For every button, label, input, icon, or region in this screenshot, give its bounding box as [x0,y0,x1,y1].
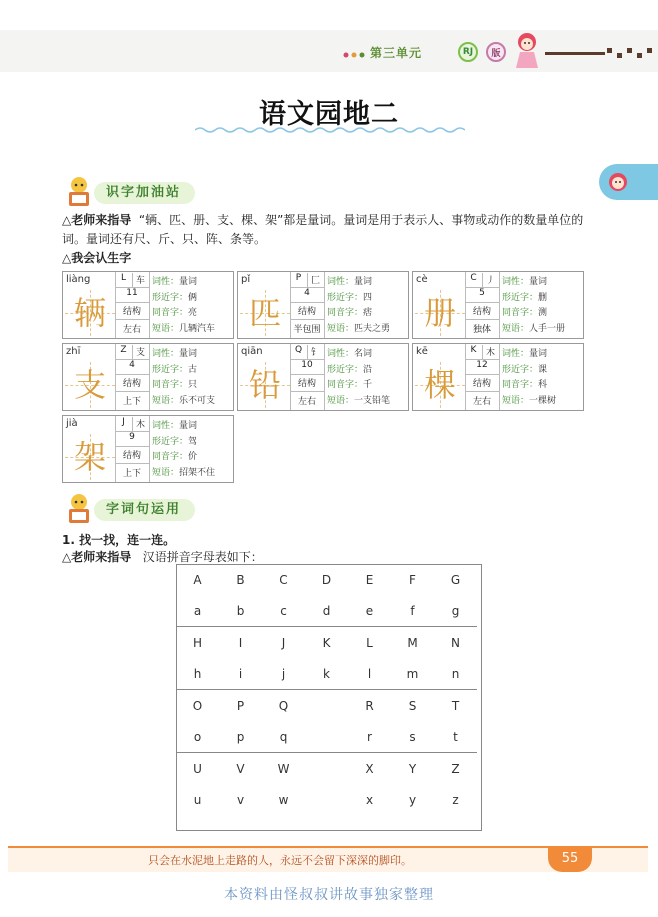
alphabet-cell: x [365,792,374,807]
homophone-value: 测 [538,308,548,318]
stroke-count: 12 [465,360,499,375]
alphabet-cell: N [434,627,477,659]
edition-badge-ban: 版 [486,42,506,62]
pos-value: 量词 [529,277,548,287]
character-glyph: 架 [73,438,106,476]
alphabet-cell: f [410,603,415,618]
alphabet-cell: J [262,627,305,659]
alphabet-cell: p [236,729,245,744]
radical: 丿 [485,276,495,286]
pinyin: pǐ [241,274,251,285]
alphabet-cell: W [262,753,305,785]
alphabet-cell: O [176,690,219,722]
teacher-note [62,211,602,249]
radical: 车 [135,276,145,286]
character-card [237,343,409,411]
footer-quote: 只会在水泥地上走路的人，永远不会留下深深的脚印。 [148,854,412,867]
homophone-label: 同音字： [152,308,189,318]
similar-label: 形近字： [152,292,189,303]
phrase-label: 短语： [152,323,180,334]
pos-label: 词性： [152,421,180,431]
index-letter: Q [290,345,308,359]
homophone-value: 科 [538,380,548,390]
character-card [412,343,584,411]
pinyin: qiān [241,346,263,357]
card-info [152,275,215,337]
homophone-label: 同音字： [502,380,539,390]
stroke-count: 4 [115,360,149,375]
structure-label: 结构 [115,304,149,320]
alphabet-cell: Y [391,753,434,785]
mascot-face-icon [608,172,628,192]
alphabet-cell: Q [262,690,305,722]
similar-value: 课 [538,364,548,375]
edition-badge-rj: RJ [458,42,478,62]
character-card [62,271,234,339]
alphabet-cell: V [219,753,262,785]
homophone-label: 同音字： [152,452,189,462]
homophone-label: 同音字： [327,308,364,318]
alphabet-cell: B [236,572,245,587]
teacher-note-lead: △老师来指导 [62,550,132,564]
alphabet-cell: b [236,603,245,618]
teacher-note [62,548,263,565]
radical: 匚 [310,276,320,286]
radical: 木 [135,420,145,430]
alphabet-cell: d [322,603,331,618]
card-left [63,272,116,338]
structure-label: 结构 [115,376,149,392]
card-info [327,347,390,409]
card-left [413,272,466,338]
alphabet-cell: M [391,627,434,659]
character-glyph: 棵 [423,366,456,404]
teacher-note-text: “辆、匹、册、支、棵、架”都是量词。量词是用于表示人、事物或动作的数量单位的词。量词还有尺、斤、只、阵、条等。 [62,213,584,246]
alphabet-cell: H [176,627,219,659]
radical: 木 [485,348,495,358]
pos-value: 名词 [354,349,373,359]
index-letter: K [465,345,483,359]
alphabet-cell: q [279,729,288,744]
phrase-value: 人手一册 [529,323,566,334]
alphabet-cell: z [452,792,459,807]
structure-value: 上下 [122,469,141,479]
alphabet-cell: o [193,729,202,744]
card-info [502,347,556,409]
alphabet-cell: K [305,627,348,659]
alphabet-cell: P [219,690,262,722]
index-letter: C [465,273,483,287]
character-card [62,343,234,411]
similar-label: 形近字： [152,436,189,447]
pinyin: cè [416,274,428,285]
similar-label: 形近字： [327,364,364,375]
pos-value: 量词 [529,349,548,359]
phrase-label: 短语： [327,395,355,406]
structure-value: 独体 [472,325,491,335]
alphabet-cell: c [280,603,287,618]
similar-value: 驾 [188,436,198,447]
alphabet-cell: L [348,627,391,659]
alphabet-cell: r [367,729,372,744]
card-meta [290,272,325,338]
homophone-value: 亮 [188,308,198,318]
alphabet-cell: y [408,792,417,807]
radical: 钅 [310,348,320,358]
girl-mascot-icon [512,30,542,70]
alphabet-cell: F [409,572,416,587]
structure-label: 结构 [465,376,499,392]
pinyin: jià [66,418,78,429]
similar-value: 古 [188,364,198,375]
pos-label: 词性： [327,277,355,287]
pos-label: 词性： [152,349,180,359]
card-left [238,272,291,338]
alphabet-cell: v [236,792,245,807]
character [240,290,290,336]
homophone-label: 同音字： [502,308,539,318]
card-left [413,344,466,410]
structure-label: 结构 [290,376,324,392]
structure-value: 半包围 [293,325,321,335]
alphabet-cell: s [409,729,416,744]
stroke-count: 10 [290,360,324,375]
index-letter: Z [115,345,133,359]
card-info [502,275,565,337]
section-header-literacy [64,176,224,208]
pinyin: liàng [66,274,91,285]
character-card [412,271,584,339]
phrase-value: 招架不住 [179,467,216,478]
teacher-note-lead: △老师来指导 [62,213,132,227]
alphabet-cell: k [323,666,330,681]
phrase-value: 几辆汽车 [179,323,216,334]
alphabet-cell: T [434,690,477,722]
character-glyph: 匹 [248,294,281,332]
learn-heading: △我会认生字 [62,251,132,265]
character-glyph: 支 [73,366,106,404]
phrase-label: 短语： [327,323,355,334]
similar-label: 形近字： [502,364,539,375]
alphabet-cell: C [279,572,288,587]
character [65,434,115,480]
homophone-value: 痞 [363,308,373,318]
phrase-value: 一支铅笔 [354,395,391,406]
radical: 支 [135,348,145,358]
pos-value: 量词 [179,421,198,431]
index-row [465,344,499,360]
character-glyph: 铅 [248,366,281,404]
stroke-count: 9 [115,432,149,447]
alphabet-cell: a [193,603,202,618]
header-checker-pattern [545,44,655,64]
alphabet-cell: X [348,753,391,785]
index-row [290,344,324,360]
reading-mascot-icon [64,176,94,208]
card-meta [115,344,150,410]
section-title: 字词句运用 [94,499,195,521]
alphabet-cell: i [238,666,243,681]
pos-label: 词性： [502,349,530,359]
character-card [237,271,409,339]
card-left [238,344,291,410]
character [415,362,465,408]
pos-value: 量词 [354,277,373,287]
alphabet-cell: U [176,753,219,785]
similar-value: 四 [363,292,373,303]
card-info [152,347,215,409]
phrase-label: 短语： [502,323,530,334]
alphabet-cell: E [365,572,374,587]
alphabet-cell: S [391,690,434,722]
alphabet-cell: R [348,690,391,722]
similar-label: 形近字： [327,292,364,303]
character [65,290,115,336]
alphabet-cell: l [367,666,372,681]
similar-value: 俩 [188,292,198,303]
reading-mascot-icon [64,493,94,525]
stroke-count: 4 [290,288,324,303]
phrase-value: 一棵树 [529,395,557,406]
alphabet-cell: n [451,666,460,681]
card-info [152,419,215,481]
pinyin: kē [416,346,428,357]
homophone-label: 同音字： [152,380,189,390]
phrase-label: 短语： [152,467,180,478]
index-row [115,344,149,360]
alphabet-cell: u [193,792,202,807]
pos-value: 量词 [179,277,198,287]
card-meta [465,272,500,338]
exercise-heading: 1. 找一找，连一连。 [62,533,176,547]
index-row [115,416,149,432]
card-left [63,416,116,482]
similar-value: 删 [538,292,548,303]
alphabet-cell: j [281,666,286,681]
alphabet-table-frame [176,564,482,831]
alphabet-cell: w [278,792,289,807]
structure-label: 结构 [115,448,149,464]
title-decoration [195,126,465,134]
character [65,362,115,408]
structure-value: 上下 [122,397,141,407]
character [240,362,290,408]
card-meta [115,272,150,338]
alphabet-cell: e [365,603,374,618]
alphabet-cell: D [321,572,332,587]
homophone-label: 同音字： [327,380,364,390]
homophone-value: 千 [363,380,373,390]
alphabet-cell: g [451,603,460,618]
card-info [327,275,390,337]
pos-value: 量词 [179,349,198,359]
credit-line: 本资料由怪叔叔讲故事独家整理 [224,887,434,903]
alphabet-cell: G [450,572,461,587]
header-dots-left [342,50,368,60]
teacher-note-text: 汉语拼音字母表如下： [142,550,263,564]
homophone-value: 只 [188,380,198,390]
alphabet-cell: t [453,729,458,744]
page-title: 语文园地二 [259,99,399,130]
card-meta [115,416,150,482]
structure-value: 左右 [297,397,316,407]
index-row [290,272,324,288]
alphabet-cell: Z [434,753,477,785]
structure-label: 结构 [465,304,499,320]
card-left [63,344,116,410]
stroke-count: 5 [465,288,499,303]
structure-value: 左右 [122,325,141,335]
character-card [62,415,234,483]
phrase-value: 乐不可支 [179,395,216,406]
index-letter: L [115,273,133,287]
alphabet-cell: I [219,627,262,659]
index-letter: P [290,273,308,287]
section-title: 识字加油站 [94,182,195,204]
phrase-label: 短语： [152,395,180,406]
phrase-label: 短语： [502,395,530,406]
alphabet-cell: m [406,666,419,681]
pos-label: 词性： [152,277,180,287]
character-glyph: 辆 [73,294,106,332]
pos-label: 词性： [502,277,530,287]
similar-label: 形近字： [502,292,539,303]
character-glyph: 册 [423,294,456,332]
similar-label: 形近字： [152,364,189,375]
character [415,290,465,336]
structure-label: 结构 [290,304,324,320]
index-row [115,272,149,288]
index-letter: J [115,417,133,431]
similar-value: 沿 [363,364,373,375]
alphabet-cell: A [193,572,202,587]
pinyin: zhī [66,346,81,357]
page-number: 55 [548,846,592,872]
stroke-count: 11 [115,288,149,303]
card-meta [290,344,325,410]
pos-label: 词性： [327,349,355,359]
phrase-value: 匹夫之勇 [354,323,391,334]
alphabet-cell: h [193,666,202,681]
card-meta [465,344,500,410]
homophone-value: 价 [188,452,198,462]
structure-value: 左右 [472,397,491,407]
index-row [465,272,499,288]
section-header-usage [64,493,224,525]
unit-label: 第三单元 [370,46,423,60]
